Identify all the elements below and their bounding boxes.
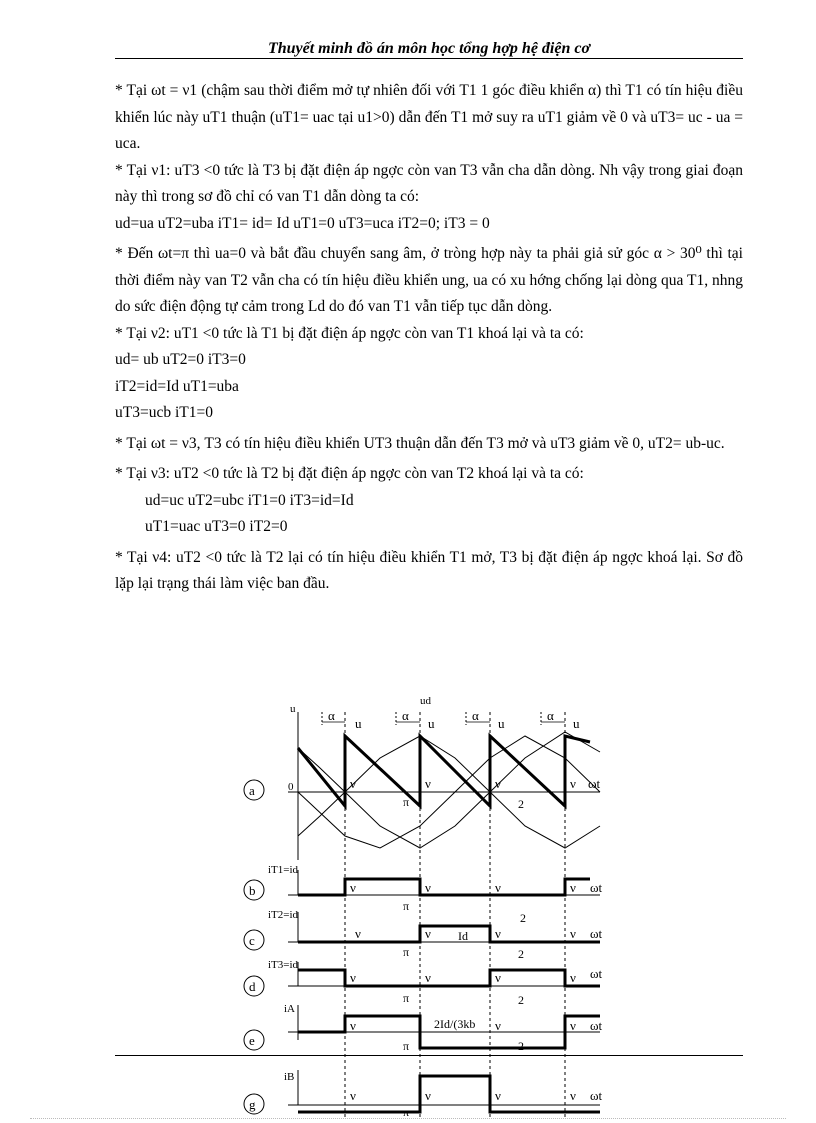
- nu-d1: ν: [350, 970, 356, 985]
- wt-label-e: ωt: [590, 1018, 603, 1033]
- nu-label-a2: ν: [425, 776, 431, 791]
- panel-a-label: a: [249, 783, 255, 798]
- iT3-pulse: [298, 970, 600, 986]
- panel-c-label: c: [249, 933, 255, 948]
- panel-d: [244, 959, 603, 1007]
- nu-b1: ν: [350, 880, 356, 895]
- nu-g4: ν: [570, 1088, 576, 1103]
- alpha-label-4: α: [547, 708, 554, 723]
- equation-line-4: uT3=ucb iT1=0: [115, 404, 213, 421]
- equation-line-5: ud=uc uT2=ubc iT1=0 iT3=id=Id: [145, 491, 354, 509]
- panel-b-label: b: [249, 883, 256, 898]
- iT1-label: iT1=id: [268, 864, 299, 876]
- panel-e: [244, 1003, 603, 1053]
- iA-label: iA: [284, 1003, 295, 1015]
- equation-line-3: iT2=id=Id uT1=uba: [115, 377, 239, 395]
- nu-g1: ν: [350, 1088, 356, 1103]
- pi-label-e: π: [403, 1039, 410, 1053]
- nu-e1: ν: [350, 1018, 356, 1033]
- page-bottom-dotted: [30, 1118, 786, 1119]
- nu-b2: ν: [425, 880, 431, 895]
- panel-b: [244, 864, 603, 913]
- panel-e-label: e: [249, 1033, 255, 1048]
- iT3-label: iT3=id: [268, 959, 299, 971]
- footer-rule: [115, 1055, 743, 1056]
- wt-label-b: ωt: [590, 880, 603, 895]
- nu-b4: ν: [570, 880, 576, 895]
- nu-c3: ν: [495, 926, 501, 941]
- paragraph-7: * Tại ν4: uT2 <0 tức là T2 lại có tín hiệu điều khiển T1 mở, T3 bị đặt điện áp ngợc khoá lại. Sơ đồ lặp lại trạng thái làm việc ban đầu.: [115, 548, 743, 592]
- alpha-label-3: α: [472, 708, 479, 723]
- u-label-4: u: [573, 716, 580, 731]
- u-label-3: u: [498, 716, 505, 731]
- wt-label-d: ωt: [590, 966, 603, 981]
- id-label-c: Id: [458, 929, 468, 943]
- nu-b3: ν: [495, 880, 501, 895]
- u-axis-label: u: [290, 703, 296, 715]
- panel-d-label: d: [249, 979, 256, 994]
- pi-label-a: π: [403, 795, 410, 809]
- iB-pulse: [298, 1076, 600, 1112]
- u-label-1: u: [355, 716, 362, 731]
- nu-d4: ν: [570, 970, 576, 985]
- nu-c2: ν: [425, 926, 431, 941]
- paragraph-1: * Tại ωt = ν1 (chậm sau thời điểm mở tự nhiên đối với T1 1 góc điều khiển α) thì T1 có tín hiệu điều khiển lúc này uT1 thuận (uT1= uac tại u1>0) dẫn đến T1 mở suy ra uT1 giảm về 0 và uT3= uc - ua = uca.: [115, 82, 743, 152]
- two-label-d: 2: [518, 993, 524, 1007]
- phase-a-curve: [298, 732, 600, 848]
- nu-d2: ν: [425, 970, 431, 985]
- nu-d3: ν: [495, 970, 501, 985]
- equation-line-1: ud=ua uT2=uba iT1= id= Id uT1=0 uT3=uca iT2=0; iT3 = 0: [115, 214, 490, 232]
- paragraph-2: * Tại ν1: uT3 <0 tức là T3 bị đặt điện áp ngợc còn van T3 vẫn cha dẫn dòng. Nh vậy trong giai đoạn này thì trong sơ đồ chỉ có van T1 dẫn dòng ta có:: [115, 161, 743, 205]
- two-label-c2: 2: [518, 947, 524, 961]
- u-label-2: u: [428, 716, 435, 731]
- iT2-pulse: [298, 926, 600, 942]
- equation-line-6: uT1=uac uT3=0 iT2=0: [145, 518, 288, 535]
- pi-label-g: π: [403, 1105, 410, 1119]
- ud-label: ud: [420, 695, 431, 707]
- page-header: Thuyết minh đồ án môn học tổng hợp hệ điện cơ: [267, 40, 591, 57]
- iB-label: iB: [284, 1071, 295, 1083]
- nu-e3: ν: [495, 1018, 501, 1033]
- nu-label-a4: ν: [570, 776, 576, 791]
- two-label-a: 2: [518, 797, 524, 811]
- alpha-label-2: α: [402, 708, 409, 723]
- equation-line-2: ud= ub uT2=0 iT3=0: [115, 351, 246, 368]
- nu-c1: ν: [355, 926, 361, 941]
- header-rule: [115, 58, 743, 59]
- zero-label-a: 0: [288, 781, 294, 793]
- nu-e4: ν: [570, 1018, 576, 1033]
- 2id-label: 2Id/(3kb: [434, 1017, 476, 1031]
- paragraph-3: * Đến ωt=π thì ua=0 và bắt đầu chuyển sang âm, ở tròng hợp này ta phải giả sử góc α > 30⁰ thì tại thời điểm này van T2 vẫn cha có tín hiệu điều khiển ung, ua có xu hớng chống lại dòng qua T1, nhng do sức điện động tự cảm trong Ld do đó van T1 vẫn tiếp tục dẫn dòng.: [115, 245, 743, 315]
- nu-label-a1: ν: [350, 776, 356, 791]
- two-label-c1: 2: [520, 911, 526, 925]
- wt-label-a: ωt: [588, 776, 601, 791]
- pi-label-c: π: [403, 945, 410, 959]
- body-text: [115, 78, 743, 598]
- pi-label-d: π: [403, 991, 410, 1005]
- wt-label-c: ωt: [590, 926, 603, 941]
- iT2-label: iT2=id: [268, 909, 299, 921]
- paragraph-4: * Tại ν2: uT1 <0 tức là T1 bị đặt điện áp ngợc còn van T1 khoá lại và ta có:: [115, 324, 584, 342]
- panel-g: [244, 1070, 603, 1119]
- iT1-pulse: [298, 879, 590, 895]
- nu-c4: ν: [570, 926, 576, 941]
- nu-g3: ν: [495, 1088, 501, 1103]
- two-label-e: 2: [518, 1039, 524, 1053]
- panel-a: [244, 695, 601, 1120]
- wt-label-g: ωt: [590, 1088, 603, 1103]
- pi-label-b: π: [403, 899, 410, 913]
- panel-c: [244, 909, 603, 961]
- paragraph-5: * Tại ωt = ν3, T3 có tín hiệu điều khiển UT3 thuận dẫn đến T3 mở và uT3 giảm về 0, uT2= ub-uc.: [115, 434, 725, 452]
- alpha-label-1: α: [328, 708, 335, 723]
- nu-label-a3: ν: [495, 776, 501, 791]
- paragraph-6: * Tại ν3: uT2 <0 tức là T2 bị đặt điện áp ngợc còn van T2 khoá lại và ta có:: [115, 465, 584, 482]
- nu-g2: ν: [425, 1088, 431, 1103]
- panel-g-label: g: [249, 1097, 256, 1112]
